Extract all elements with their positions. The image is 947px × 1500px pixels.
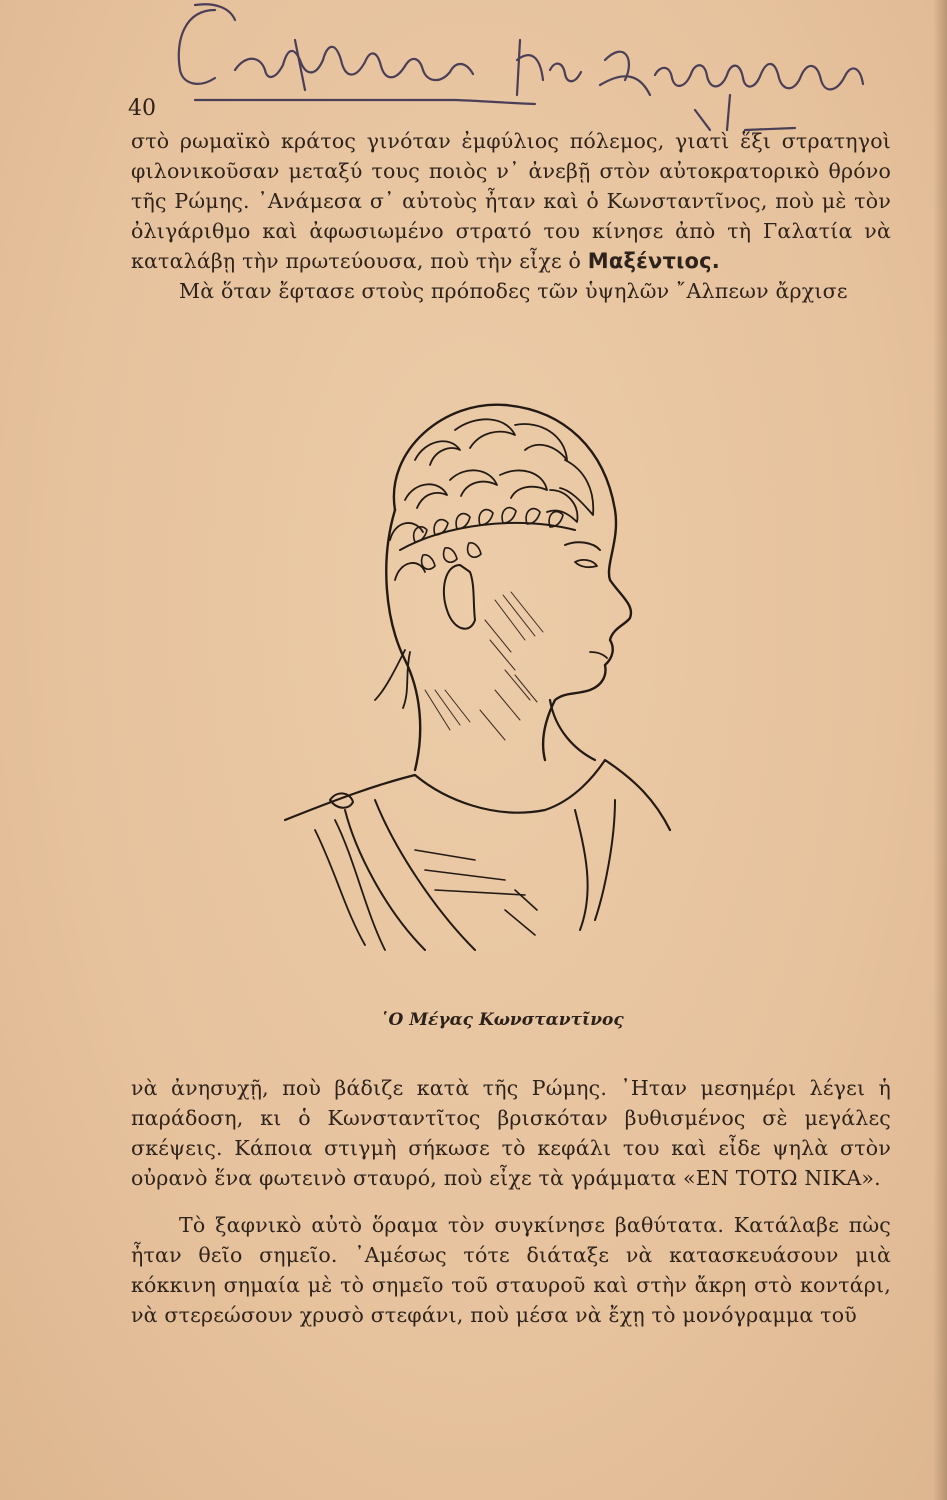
maxentius-name: Μαξέντιος.	[587, 249, 720, 273]
portrait-illustration-icon	[275, 390, 675, 990]
page-number: 40	[128, 96, 156, 121]
paragraph-1-text: στὸ ρωμαϊκὸ κράτος γινόταν ἐμφύλιος πόλεμος, γιατὶ ἕξι στρατηγοὶ φιλονικοῦσαν μεταξύ τους ποιὸς ν᾽ ἀνεβῇ στὸν αὐτοκρατορικὸ θρόνο τῆς Ρώμης. ᾽Ανάμεσα σ᾽ αὐτοὺς ἦταν καὶ ὁ Κωνσταντῖνος, ποὺ μὲ τὸν ὀλιγάριθμο καὶ ἀφωσιωμένο στρατό του κίνησε ἀπὸ τὴ Γαλατία νὰ καταλάβῃ τὴν πρωτεύουσα, ποὺ τὴν εἶχε ὁ	[131, 129, 891, 273]
paragraph-3: Τὸ ξαφνικὸ αὐτὸ ὅραμα τὸν συγκίνησε βαθύτατα. Κατάλαβε πὼς ἦταν θεῖο σημεῖο. ᾽Αμέσως τότε διάταξε νὰ κατασκευάσουν μιὰ κόκκινη σημαία μὲ τὸ σημεῖο τοῦ σταυροῦ καὶ στὴν ἄκρη στὸ κοντάρι, νὰ στερεώσουν χρυσὸ στεφάνι, ποὺ μέσα νὰ ἔχῃ τὸ μονόγραμμα τοῦ	[131, 1213, 891, 1327]
page-edge-shadow	[933, 0, 947, 1500]
paragraph-2: νὰ ἀνησυχῇ, ποὺ βάδιζε κατὰ τῆς Ρώμης. ᾽Ηταν μεσημέρι λέγει ἡ παράδοση, κι ὁ Κωνσταντῖτος βρισκόταν βυθισμένος σὲ μεγάλες σκέψεις. Κάποια στιγμὴ σήκωσε τὸ κεφάλι του καὶ εἶδε ψηλὰ στὸν οὐρανὸ ἕνα φωτεινὸ σταυρό, ποὺ εἶχε τὰ γράμματα «ΕΝ ΤΟΤΩ ΝΙΚΑ».	[131, 1076, 891, 1190]
paragraph-1	[131, 126, 891, 306]
paragraph-1b-text: Μὰ ὅταν ἔφτασε στοὺς πρόποδες τῶν ὑψηλῶν ῎Αλπεων ἄρχισε	[179, 279, 848, 303]
portrait-caption: ῾Ο Μέγας Κωνσταντῖνος	[380, 1010, 624, 1030]
